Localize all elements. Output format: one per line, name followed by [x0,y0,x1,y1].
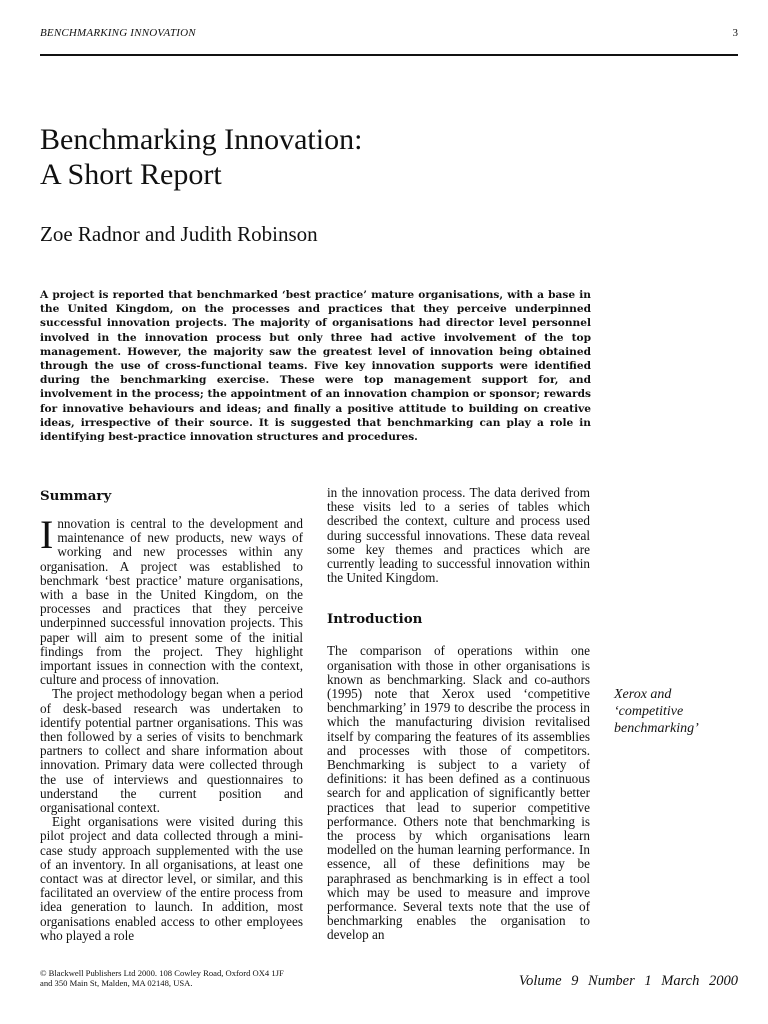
summary-paragraph-3: Eight organisations were visited during this pilot project and data collected through a mini-case study approach supplemented with the use of an inventory. In all organisations, at least one contact was at director level, or similar, and this facilitated an overview of the entire process from idea generation to launch. In addition, most organisations enabled access to other employees who played a role [40,814,303,943]
authors: Zoe Radnor and Judith Robinson [40,222,318,246]
introduction-paragraph-1: The comparison of operations within one organisation with those in other organisations is known as benchmarking. Slack and co-authors (1995) note that Xerox used ‘competitive benchmarking’ in 1979 to describe the process in which the manufacturing division revitalised itself by comparing the features of its assemblies and processes with those of competitors. Benchmarking is subject to a variety of definitions: it has been defined as a continuous search for and application of significantly better practices that lead to superior competitive performance. Others note that benchmarking is the process by which organisations learn modelled on the human learning performance. In essence, all of these definitions may be paraphrased as benchmarking is in effect a tool which may be used to measure and improve performance. Several texts note that the use of benchmarking enables the organisation to develop an [327,643,590,943]
margin-note: Xerox and ‘competitive benchmarking’ [614,687,699,736]
article-title [40,122,362,192]
copyright-line-1: © Blackwell Publishers Ltd 2000. 108 Cowley Road, Oxford OX4 1JF [40,968,284,978]
summary-heading: Summary [40,488,112,504]
running-header [40,27,738,43]
left-column [40,486,303,943]
page-number: 3 [732,27,738,39]
copyright-notice [40,968,360,988]
right-column [327,486,590,943]
summary-paragraph-1 [40,512,303,688]
introduction-heading: Introduction [327,611,423,628]
abstract: A project is reported that benchmarked ‘best practice’ mature organisations, with a base in the United Kingdom, on the processes and practices that they perceive underpinned successful innovation projects. The majority of organisations had director level personnel involved in the innovation process but only three had active involvement of the top management. However, the majority saw the greatest level of innovation being obtained through the use of cross-functional teams. Five key innovation supports were identified during the benchmarking exercise. These were top management support for, and involvement in the process; the appointment of an innovation champion or sponsor; rewards for innovative behaviours and ideas; and finally a positive attitude to building on creative ideas, irrespective of their source. It is suggested that benchmarking can play a role in identifying best-practice innovation structures and procedures. [40,289,591,444]
title-line-2: A Short Report [40,158,222,191]
summary-paragraph-1-text: nnovation is central to the development and maintenance of new products, new ways of working and new processes within any organisation. A project was established to benchmark ‘best practice’ mature organisations, with a base in the United Kingdom, on the processes and practices that they perceive underpinned successful innovation projects. This paper will aim to present some of the initial findings from the project. They highlight important issues in connection with the context, culture and process of innovation. [40,516,303,688]
copyright-line-2: and 350 Main St, Malden, MA 02148, USA. [40,978,193,988]
running-title: BENCHMARKING INNOVATION [40,27,196,39]
summary-paragraph-2: The project methodology began when a period of desk-based research was undertaken to identify potential partner organisations. This was then followed by a series of visits to benchmark partners to collect and share information about innovation. Primary data were collected through the use of interviews and questionnaires to understand the current position and organisational context. [40,686,303,816]
title-line-1: Benchmarking Innovation: [40,123,363,156]
header-rule [40,54,738,56]
summary-paragraph-3-continued: in the innovation process. The data derived from these visits led to a series of tables which described the context, culture and process used during successful innovations. These data reveal some key themes and practices which are currently leading to successful innovation within the United Kingdom. [327,485,590,586]
drop-cap: I [40,512,54,557]
issue-info: Volume 9 Number 1 March 2000 [518,973,738,989]
